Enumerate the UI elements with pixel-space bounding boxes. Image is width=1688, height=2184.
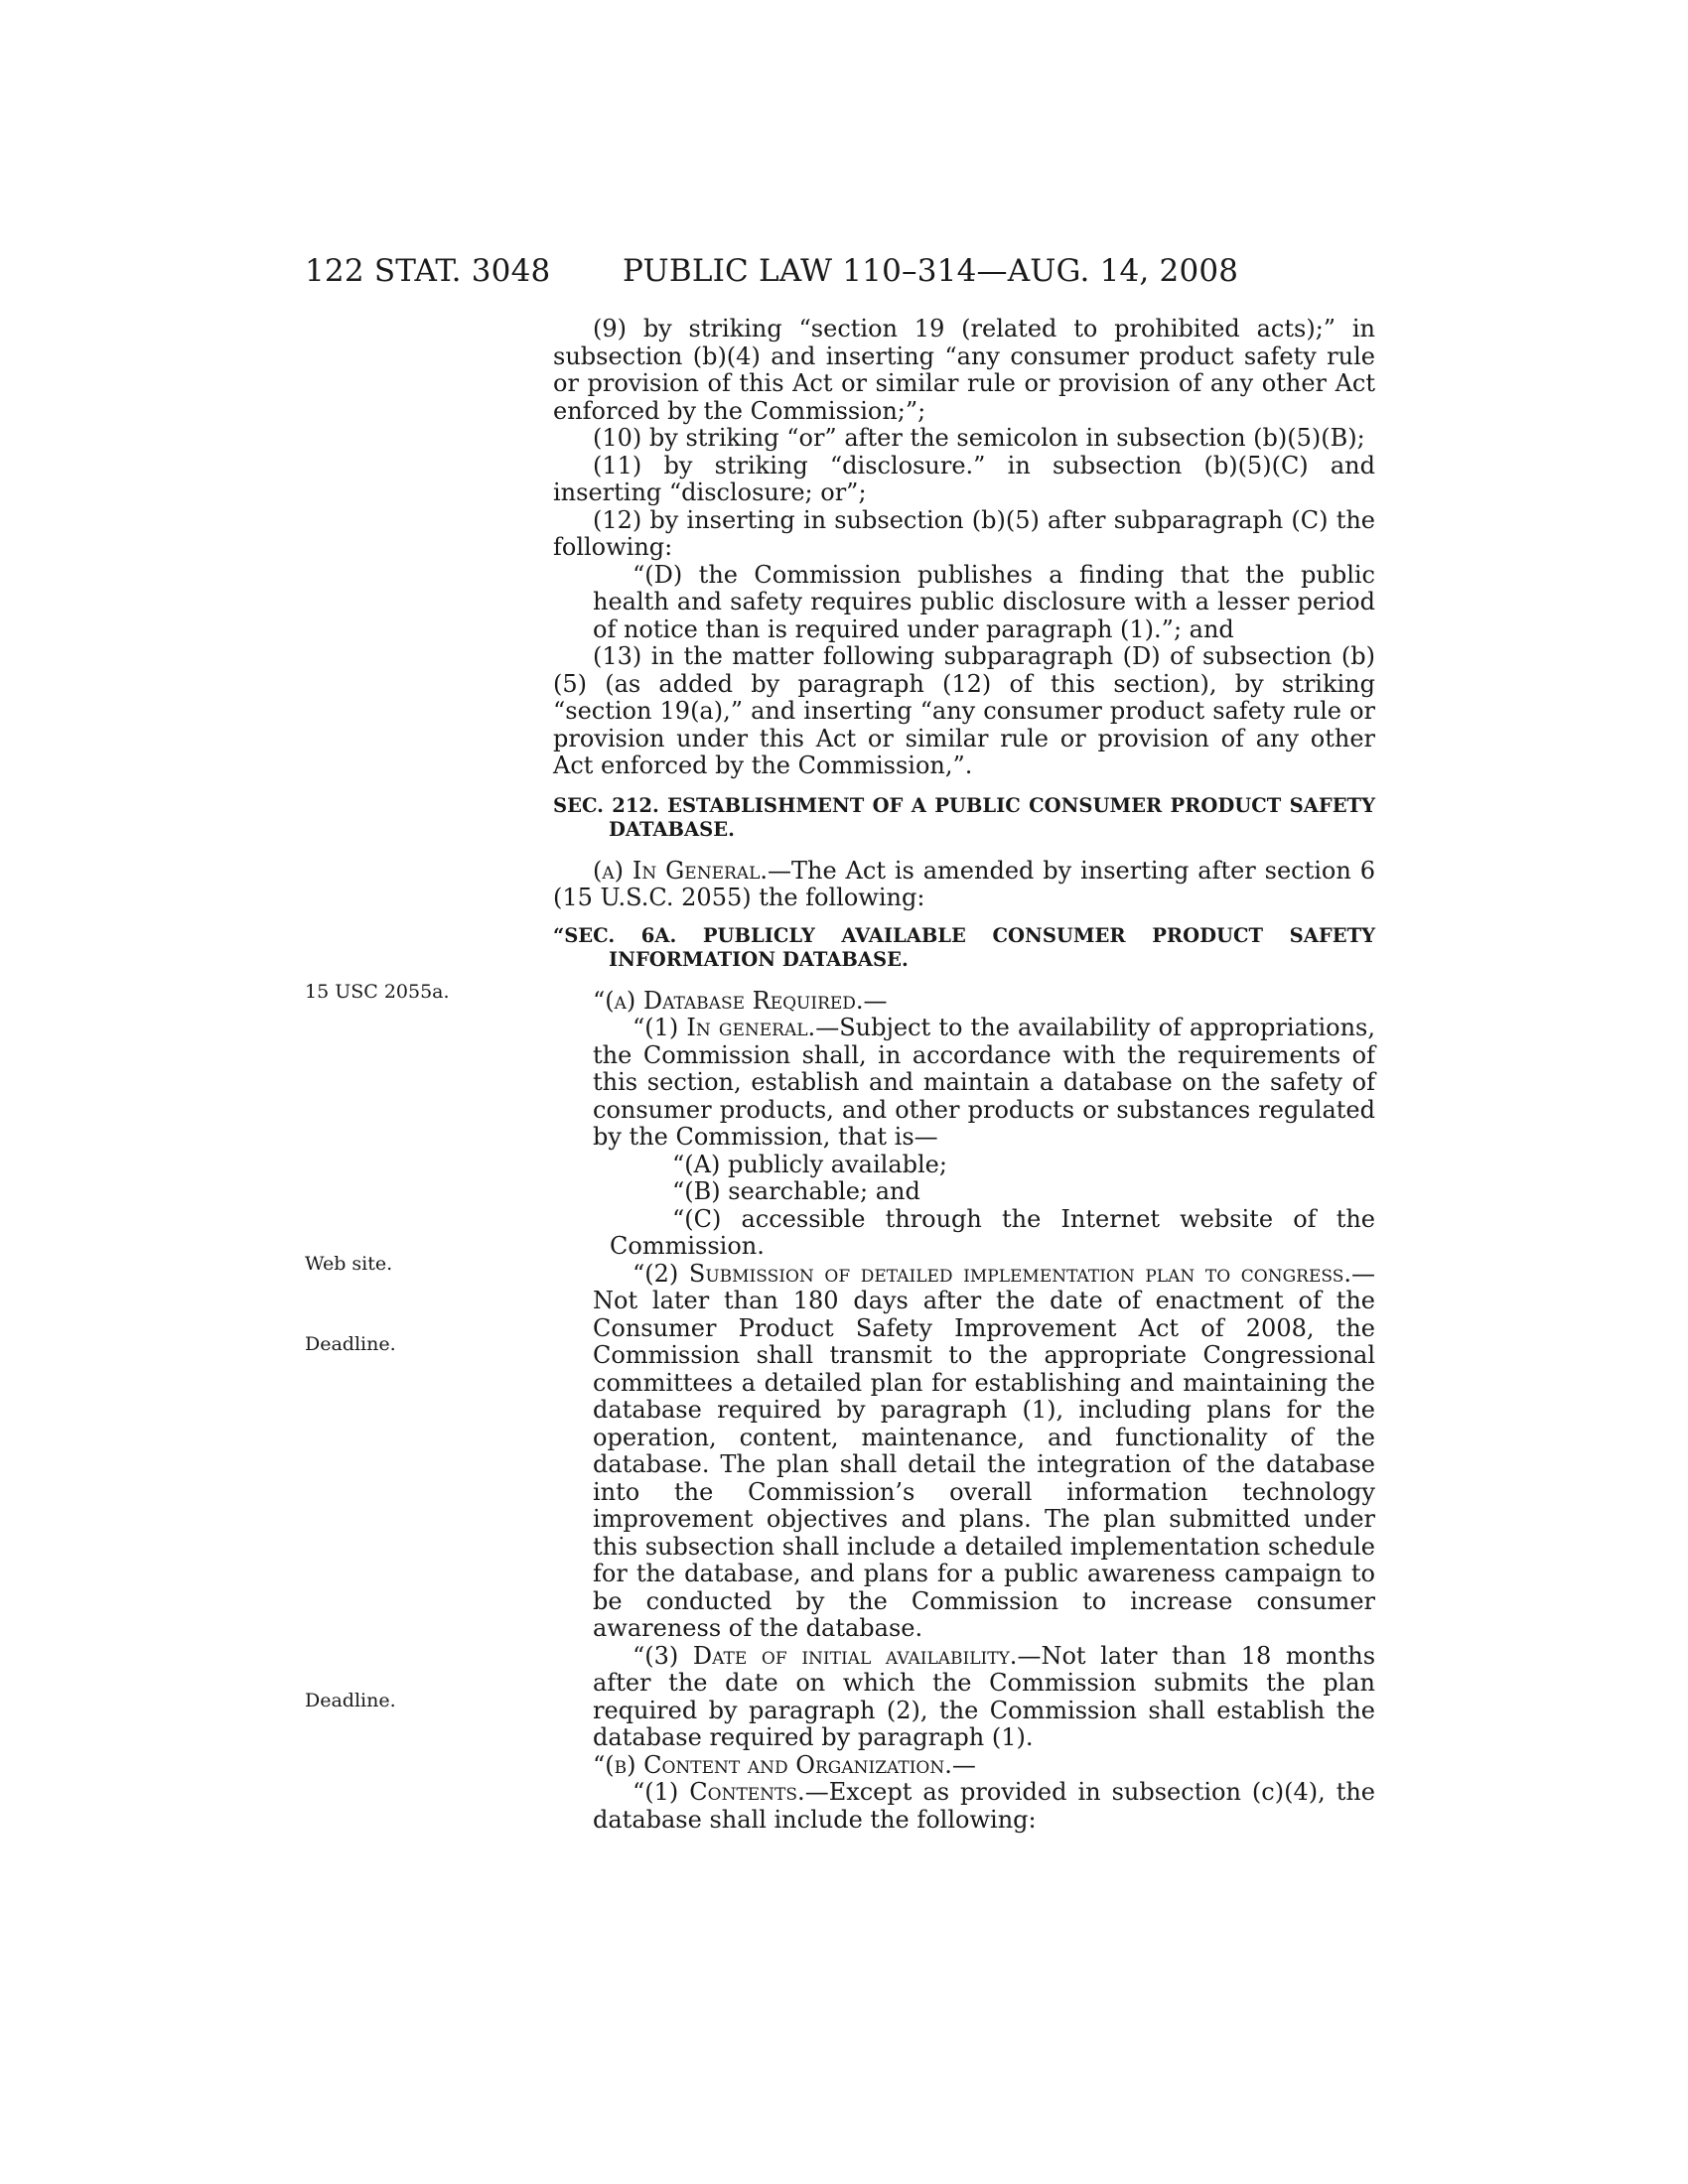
running-header-title: PUBLIC LAW 110–314—AUG. 14, 2008 [623,253,1239,289]
subsection-b-content: “(b) Content and Organization.— [593,1750,976,1779]
paragraph-a3-text: —Not later than 18 months after the date on which the Commission submits the plan required by paragraph (2), the Commission shall establish the database required by paragraph (1). [593,1641,1376,1751]
paragraph-10: (10) by striking “or” after the semicolon in subsection (b)(5)(B); [593,424,1365,452]
inserted-subparagraph-d: “(D) the Commission publishes a finding that the public health and safety requires public disclosure with a lesser period of notice than is required under paragraph (1).”; and [593,560,1375,643]
clause-a1-c: “(C) accessible through the Internet website of the Commission. [610,1204,1375,1260]
subsection-a-caption: (a) In General. [593,856,768,885]
margin-note-deadline-2: Deadline. [305,1690,396,1711]
paragraph-13: (13) in the matter following subparagraph (D) of subsection (b)(5) (as added by paragraph (12) of this section), by striking “section 19(a),” and inserting “any consumer product safety rule or provision under this Act or similar rule or provision of any other Act enforced by the Commission,”. [553,642,1375,779]
section-6a-heading: “SEC. 6A. PUBLICLY AVAILABLE CONSUMER PRODUCT SAFETY INFORMATION DATABASE. [553,923,1375,971]
subsection-a-general [553,858,1375,912]
statute-citation: 122 STAT. 3048 [305,253,551,289]
margin-note-website: Web site. [305,1253,393,1275]
paragraph-12: (12) by inserting in subsection (b)(5) after subparagraph (C) the following: [553,505,1375,561]
paragraph-a1-text: —Subject to the availability of appropriations, the Commission shall, in accordance with the requirements of this section, establish and maintain a database on the safety of consumer products, and other products or substances regulated by the Commission, that is— [593,1014,1376,1151]
paragraph-a3-caption: “(3) Date of initial availability. [633,1641,1018,1670]
clause-a1-a: “(A) publicly available; [672,1150,947,1178]
paragraph-b1 [553,1779,1375,1834]
body-text [553,316,1375,1834]
paragraph-a1 [553,1015,1375,1152]
margin-note-deadline-1: Deadline. [305,1333,396,1355]
paragraph-a2 [553,1261,1375,1643]
paragraph-9: (9) by striking “section 19 (related to prohibited acts);” in subsection (b)(4) and inserting “any consumer product safety rule or provision of this Act or similar rule or provision of any other Act enforced by the Commission;”; [553,315,1375,425]
clause-a1-b: “(B) searchable; and [672,1177,920,1205]
subsection-a-text: —The Act is amended by inserting after section 6 (15 U.S.C. 2055) the following: [553,856,1375,911]
paragraph-11: (11) by striking “disclosure.” in subsection (b)(5)(C) and inserting “disclosure; or”; [553,451,1375,506]
paragraph-a2-text: —Not later than 180 days after the date of enactment of the Consumer Product Safety Improvement Act of 2008, the Commission shall transmit to the appropriate Congressional committees a detailed plan for establishing and maintaining the database required by paragraph (1), including plans for the operation, content, maintenance, and functionality of the database. The plan shall detail the integration of the database into the Commission’s overall information technology improvement objectives and plans. The plan submitted under this subsection shall include a detailed implementation schedule for the database, and plans for a public awareness campaign to be conducted by the Commission to increase consumer awareness of the database. [593,1259,1375,1642]
paragraph-a1-caption: “(1) In general. [633,1014,816,1041]
paragraph-a2-caption: “(2) Submission of detailed implementation plan to congress. [633,1259,1351,1288]
paragraph-b1-text: —Except as provided in subsection (c)(4), the database shall include the following: [593,1778,1376,1834]
subsection-a-database-required: “(a) Database Required.— [593,986,888,1015]
paragraph-a3 [553,1643,1375,1752]
section-212-heading: SEC. 212. ESTABLISHMENT OF A PUBLIC CONSUMER PRODUCT SAFETY DATABASE. [553,793,1375,841]
paragraph-b1-caption: “(1) Contents. [633,1778,805,1806]
margin-note-usc: 15 USC 2055a. [305,981,450,1003]
